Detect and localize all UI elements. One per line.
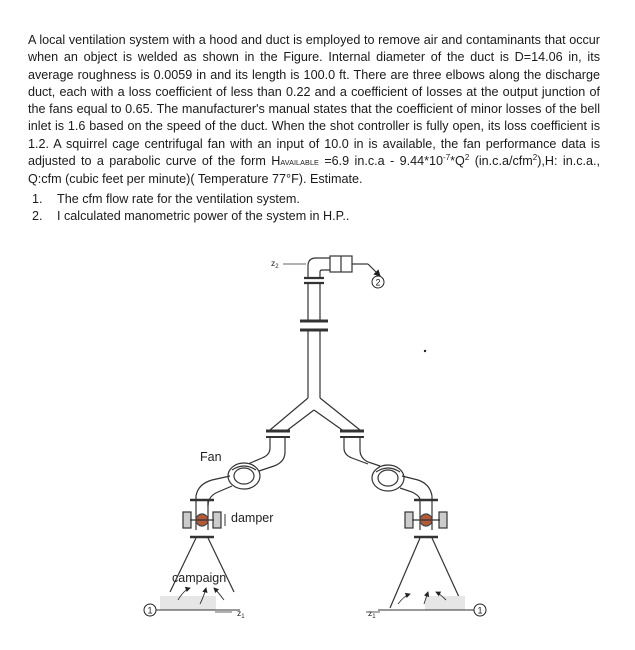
- svg-text:2: 2: [375, 277, 381, 288]
- left-work-surface: [158, 596, 240, 612]
- z1-right-label: $z_1$: [368, 608, 376, 620]
- task-text: I calculated manometric power of the system in H.P..: [57, 209, 350, 223]
- task-number: 1.: [32, 192, 43, 206]
- dot-marker: [424, 350, 426, 352]
- left-fan: [228, 463, 260, 489]
- fan-label: Fan: [200, 450, 222, 464]
- discharge-outlet-elbow: [304, 256, 380, 283]
- right-damper: [405, 512, 447, 528]
- station-1-left-marker: [144, 604, 158, 616]
- problem-text-part1: A local ventilation system with a hood and duct is employed to remove air and contaminants that occur when an object is welded as shown in the Figure. Internal diameter of the duct is D=14.06 in, its average roughness is 0.0059 in and its length is 100.0 ft. There are three elbows along the discharge duct, each with a loss coefficient of less than 0.22 and a coefficient of losses at the output junction of the fans equal to 0.65. The manufacturer's manual states that the coefficient of minor losses of the bell inlet is 1.6 based on the speed of the duct. When the shot controller is fully open, its loss coefficient is 1.2. A squirrel cage centrifugal fan with an input of 10.0 in is available, the fan performance data is adjusted to a parabolic curve of the form H: [28, 33, 600, 169]
- z1-left-label: $z_1$: [237, 608, 245, 620]
- svg-text:1: 1: [477, 605, 483, 616]
- exponent-neg7: -7: [443, 153, 451, 163]
- h-available-subscript: AVAILABLE: [280, 158, 319, 168]
- z2-label: $z_2$: [271, 258, 279, 270]
- right-work-surface: [366, 596, 470, 612]
- problem-text-part4: (in.c.a/cfm: [469, 154, 533, 169]
- units-exponent-2: 2: [532, 153, 538, 163]
- damper-label: damper: [231, 511, 274, 525]
- problem-text-part5: ),H: in.c.a., Q:cfm (cubic feet per minute)( Temperature 77°F). Estimate.: [28, 154, 600, 187]
- discharge-duct: [300, 283, 328, 398]
- problem-text-part3: *Q: [450, 154, 465, 169]
- right-branch: [344, 438, 464, 608]
- task-text: The cfm flow rate for the ventilation system.: [57, 192, 300, 206]
- right-fan: [372, 465, 404, 491]
- airflow-arrows: [178, 588, 446, 604]
- station-2-marker: [372, 276, 384, 288]
- task-number: 2.: [32, 209, 43, 223]
- station-1-right-marker: [470, 604, 486, 616]
- campaign-label: campaign: [172, 571, 227, 585]
- exponent-2: 2: [464, 153, 470, 163]
- y-junction: [266, 398, 364, 437]
- left-damper: [183, 512, 225, 528]
- problem-text-part2: =6.9 in.c.a - 9.44*10: [318, 154, 444, 169]
- svg-text:1: 1: [147, 605, 153, 616]
